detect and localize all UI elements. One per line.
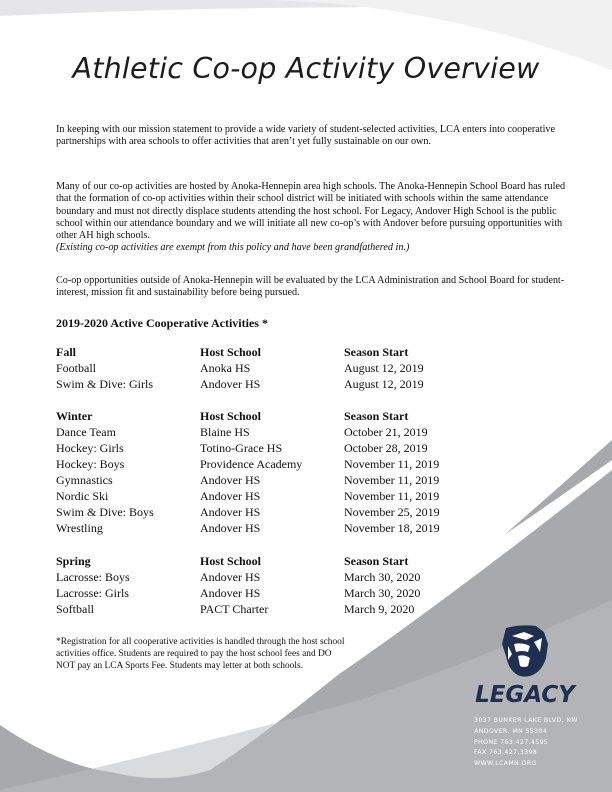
host-column-header: Host School xyxy=(200,345,262,359)
activity-name: Nordic Ski xyxy=(56,489,109,503)
host-school: Andover HS xyxy=(200,473,261,487)
activity-name: Hockey: Boys xyxy=(56,457,125,471)
website-url: WWW.LCAMN.ORG xyxy=(474,760,537,768)
host-school: Blaine HS xyxy=(200,425,250,439)
fax-number: FAX 763.427.3398 xyxy=(474,749,538,757)
host-school: Andover HS xyxy=(200,521,261,535)
exemption-note: (Existing co-op activities are exempt from this policy and have been grandfathered in.) xyxy=(56,242,410,254)
activity-row xyxy=(56,569,476,585)
activity-row xyxy=(56,440,476,456)
season-start-date: March 9, 2020 xyxy=(344,602,415,616)
season-name: Fall xyxy=(56,345,76,359)
season-start-date: November 25, 2019 xyxy=(344,505,440,519)
host-school: Andover HS xyxy=(200,570,261,584)
season-start-date: March 30, 2020 xyxy=(344,586,421,600)
phone-number: PHONE 763.427.4595 xyxy=(474,738,549,746)
hosting-policy-paragraph xyxy=(56,181,566,255)
season-winter xyxy=(56,408,476,536)
season-name: Spring xyxy=(56,554,91,568)
activity-name: Swim & Dive: Girls xyxy=(56,377,154,391)
start-column-header: Season Start xyxy=(344,409,409,423)
host-school: Totino-Grace HS xyxy=(200,441,283,455)
activity-row xyxy=(56,424,476,440)
activity-name: Football xyxy=(56,361,97,375)
activity-name: Swim & Dive: Boys xyxy=(56,505,154,519)
activity-name: Lacrosse: Girls xyxy=(56,586,129,600)
start-column-header: Season Start xyxy=(344,345,409,359)
host-school: Providence Academy xyxy=(200,457,303,471)
legacy-logo xyxy=(468,622,582,712)
host-school: Andover HS xyxy=(200,586,261,600)
season-name: Winter xyxy=(56,409,93,423)
season-start-date: August 12, 2019 xyxy=(344,377,424,391)
host-school: Anoka HS xyxy=(200,361,251,375)
section-heading: 2019-2020 Active Cooperative Activities * xyxy=(56,316,268,330)
host-school: Andover HS xyxy=(200,505,261,519)
host-column-header: Host School xyxy=(200,409,262,423)
activity-row xyxy=(56,488,476,504)
activity-name: Softball xyxy=(56,602,94,616)
activity-row xyxy=(56,504,476,520)
activity-row xyxy=(56,360,476,376)
page-title: Athletic Co-op Activity Overview xyxy=(72,52,540,85)
host-school: Andover HS xyxy=(200,377,261,391)
intro-paragraph: In keeping with our mission statement to provide a wide variety of student-selected activities, LCA enters into cooperative partnerships with area schools to offer activities that aren’t yet fully sustainable on our own. xyxy=(56,124,556,148)
season-header-row xyxy=(56,344,476,360)
season-start-date: November 11, 2019 xyxy=(344,489,440,503)
logo-wordmark: LEGACY xyxy=(475,682,575,708)
season-start-date: November 11, 2019 xyxy=(344,457,440,471)
host-column-header: Host School xyxy=(200,554,262,568)
lion-head-icon xyxy=(502,625,548,676)
activity-name: Hockey: Girls xyxy=(56,441,124,455)
activity-row xyxy=(56,376,476,392)
activity-row xyxy=(56,472,476,488)
activity-name: Lacrosse: Boys xyxy=(56,570,130,584)
season-start-date: October 21, 2019 xyxy=(344,425,428,439)
activity-name: Dance Team xyxy=(56,425,116,439)
season-start-date: August 12, 2019 xyxy=(344,361,424,375)
season-fall xyxy=(56,344,476,392)
city-address: ANDOVER, MN 55304 xyxy=(474,727,548,735)
activity-row xyxy=(56,456,476,472)
season-start-date: November 18, 2019 xyxy=(344,521,440,535)
activity-row xyxy=(56,520,476,536)
hosting-policy-text: Many of our co-op activities are hosted by Anoka-Hennepin area high schools. The Anoka-Hennepin School Board has ruled that the formation of co-op activities within their school district will be initiated with schools within the same attendance boundary and must not directly displace students attending the host school. For Legacy, Andover High School is the public school within our attendance boundary and we will initiate all new co-op’s with Andover before pursuing opportunities with other AH high schools. xyxy=(56,181,566,242)
outside-coop-paragraph: Co-op opportunities outside of Anoka-Hennepin will be evaluated by the LCA Administration and School Board for student-interest, mission fit and sustainability before being pursued. xyxy=(56,275,565,299)
host-school: Andover HS xyxy=(200,489,261,503)
street-address: 3037 BUNKER LAKE BLVD. NW xyxy=(474,717,578,724)
season-start-date: March 30, 2020 xyxy=(344,570,421,584)
start-column-header: Season Start xyxy=(344,554,409,568)
season-header-row xyxy=(56,553,476,569)
contact-address xyxy=(474,716,594,770)
activity-row xyxy=(56,585,476,601)
activity-name: Wrestling xyxy=(56,521,103,535)
activity-name: Gymnastics xyxy=(56,473,113,487)
activity-row xyxy=(56,601,476,617)
season-header-row xyxy=(56,408,476,424)
registration-footnote: *Registration for all cooperative activities is handled through the host school activities office. Students are required to pay the host school fees and DO NOT pay an LCA Sports Fee. Students may letter at both schools. xyxy=(56,637,345,672)
season-start-date: November 11, 2019 xyxy=(344,473,440,487)
season-start-date: October 28, 2019 xyxy=(344,441,428,455)
season-spring xyxy=(56,553,476,617)
host-school: PACT Charter xyxy=(200,602,269,616)
